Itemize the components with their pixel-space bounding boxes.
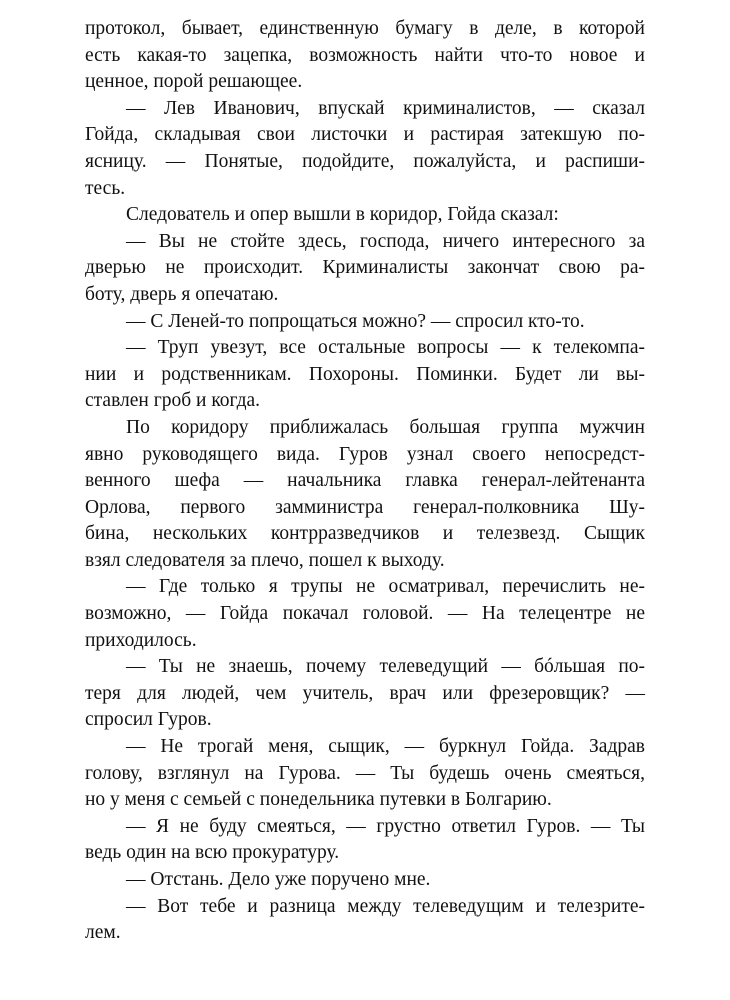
text-line: тесь. bbox=[85, 177, 126, 199]
text-line: — Где только я трупы не осматривал, перечислить не- bbox=[126, 576, 645, 598]
text-line: ценное, порой решающее. bbox=[85, 71, 303, 93]
text-line: ставлен гроб и когда. bbox=[85, 390, 261, 412]
text-line: — Лев Иванович, впускай криминалистов, — сказал bbox=[126, 97, 645, 119]
text-line: явно руководящего вида. Гуров узнал своего непосредст- bbox=[85, 443, 645, 465]
text-line: — Вы не стойте здесь, господа, ничего интересного за bbox=[126, 230, 645, 252]
text-line: Следователь и опер вышли в коридор, Гойда сказал: bbox=[126, 204, 559, 226]
text-line: голову, взглянул на Гурова. — Ты будешь очень смеяться, bbox=[85, 762, 645, 784]
text-line: Орлова, первого замминистра генерал-полковника Шу- bbox=[85, 496, 645, 518]
text-line: дверью не происходит. Криминалисты закончат свою ра- bbox=[85, 257, 645, 279]
text-line: есть какая-то зацепка, возможность найти что-то новое и bbox=[85, 44, 645, 66]
text-line: взял следователя за плечо, пошел к выходу. bbox=[85, 549, 445, 571]
text-line: ясницу. — Понятые, подойдите, пожалуйста, и распиши- bbox=[85, 150, 645, 172]
text-line: — Не трогай меня, сыщик, — буркнул Гойда. Задрав bbox=[126, 736, 645, 758]
text-line: — Ты не знаешь, почему телеведущий — бóльшая по- bbox=[126, 656, 645, 678]
text-line: протокол, бывает, единственную бумагу в деле, в которой bbox=[85, 18, 645, 39]
text-line: венного шефа — начальника главка генерал-лейтенанта bbox=[85, 470, 645, 492]
text-line: По коридору приближалась большая группа мужчин bbox=[126, 416, 645, 438]
text-line: ведь один на всю прокуратуру. bbox=[85, 842, 340, 864]
text-line: — Отстань. Дело уже поручено мне. bbox=[126, 869, 431, 890]
text-line: — С Леней-то попрощаться можно? — спросил кто-то. bbox=[126, 310, 585, 332]
book-page-text bbox=[85, 16, 645, 947]
text-line: бина, нескольких контрразведчиков и телезвезд. Сыщик bbox=[85, 523, 645, 545]
text-line: — Я не буду смеяться, — грустно ответил Гуров. — Ты bbox=[126, 815, 645, 837]
text-line: Гойда, складывая свои листочки и растирая затекшую по- bbox=[85, 124, 645, 146]
text-line: лем. bbox=[85, 922, 121, 944]
text-line: но у меня с семьей с понедельника путевки в Болгарию. bbox=[85, 789, 552, 811]
text-line: возможно, — Гойда покачал головой. — На телецентре не bbox=[85, 603, 645, 625]
text-line: теря для людей, чем учитель, врач или фрезеровщик? — bbox=[85, 682, 645, 704]
text-line: нии и родственникам. Похороны. Поминки. Будет ли вы- bbox=[85, 363, 645, 385]
text-line: боту, дверь я опечатаю. bbox=[85, 283, 279, 305]
text-line: — Труп увезут, все остальные вопросы — к телекомпа- bbox=[126, 337, 645, 359]
text-line: приходилось. bbox=[85, 629, 197, 651]
text-line: — Вот тебе и разница между телеведущим и телезрите- bbox=[126, 895, 645, 917]
text-line: спросил Гуров. bbox=[85, 709, 212, 731]
